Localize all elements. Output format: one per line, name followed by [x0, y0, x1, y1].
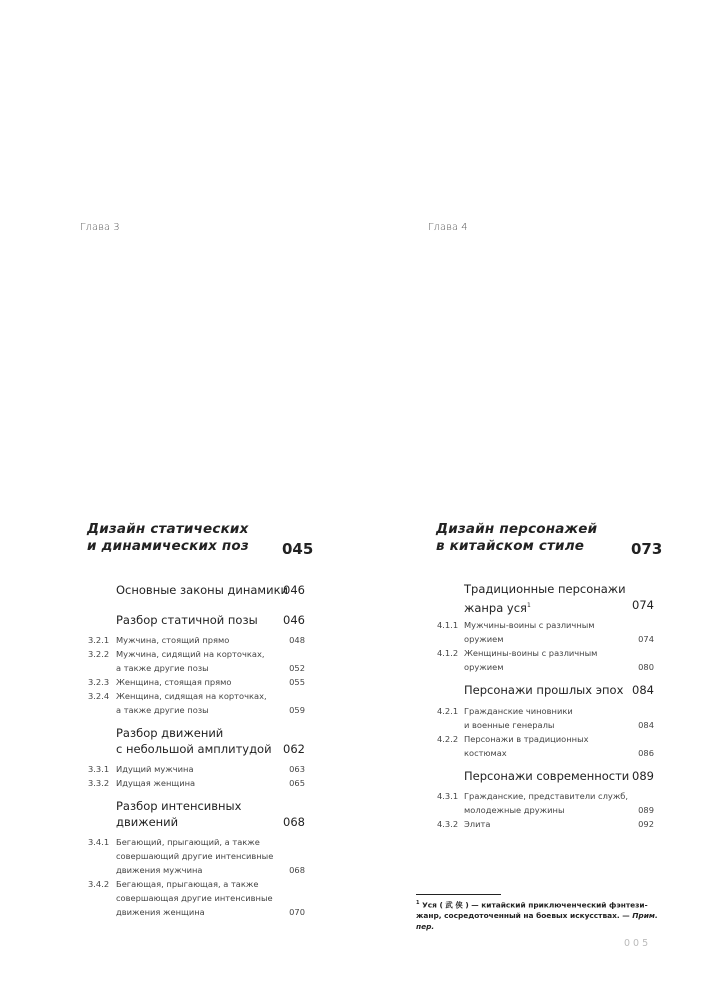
- toc-subsection-title: [116, 762, 194, 776]
- toc-subsection-title: [116, 675, 231, 689]
- toc-subsection-page: 048: [289, 635, 305, 645]
- toc-section-title-line: Разбор интенсивных: [116, 799, 242, 813]
- chapter-page: 045: [282, 540, 314, 558]
- toc-section-title-line: Персонажи прошлых эпох: [464, 683, 624, 697]
- toc-subsection-page: 080: [638, 662, 654, 672]
- toc-subsection-number: 4.3.2: [437, 819, 459, 829]
- toc-section-title: [116, 613, 258, 629]
- toc-subsection[interactable]: [88, 647, 305, 675]
- toc-subsection-number: 3.2.3: [88, 677, 110, 687]
- toc-subsection[interactable]: [88, 689, 305, 717]
- toc-subsection-page: 065: [289, 778, 305, 788]
- toc-subsection-title-line: а также другие позы: [116, 663, 209, 673]
- toc-section-page: 084: [632, 683, 654, 697]
- toc-subsection[interactable]: [88, 633, 305, 647]
- toc-section[interactable]: [464, 683, 654, 699]
- toc-subsection-title-line: Бегающий, прыгающий, а также: [116, 837, 260, 847]
- toc-subsection-title: [464, 817, 490, 831]
- toc-section-title: [116, 726, 272, 757]
- toc-subsection-title-line: Женщина, сидящая на корточках,: [116, 691, 267, 701]
- toc-section-title-line: Персонажи современности: [464, 768, 630, 783]
- toc-subsection-title: [464, 704, 573, 732]
- toc-subsection-page: 084: [638, 719, 654, 730]
- toc-subsection-number: 3.3.2: [88, 778, 110, 788]
- toc-subsection-title: [464, 789, 628, 817]
- footnote-suffix: Прим. пер.: [416, 911, 658, 932]
- toc-subsection-title: [116, 647, 265, 675]
- chapter-label: Глава 4: [428, 222, 468, 233]
- footnote-text: Уся ( 武 侠 ) — китайский приключенческий фэнтези-жанр, сосредоточенный на боевых искусствах. —: [416, 900, 648, 921]
- toc-subsection-title: [116, 877, 273, 919]
- chapter-title-line: и динамических поз: [87, 538, 249, 554]
- toc-section[interactable]: [464, 769, 654, 785]
- toc-subsection-number: 4.1.1: [437, 620, 459, 630]
- toc-subsection-title: [116, 689, 267, 717]
- toc-subsection[interactable]: [437, 817, 654, 831]
- toc-section-title-line: с небольшой амплитудой: [116, 741, 272, 756]
- toc-subsection-title-line: Мужчина, сидящий на корточках,: [116, 649, 265, 659]
- toc-section[interactable]: [116, 799, 305, 830]
- toc-section-title-line: движений: [116, 814, 179, 829]
- toc-section-title-line: Разбор статичной позы: [116, 612, 258, 627]
- footnote-ref[interactable]: 1: [526, 601, 531, 609]
- toc-section-title: [464, 769, 629, 785]
- footnote-mark: 1: [416, 900, 420, 906]
- toc-section-title-line: [464, 598, 626, 616]
- chapter-label: Глава 3: [80, 222, 120, 233]
- toc-subsection-page: 074: [638, 634, 654, 644]
- toc-section-title-line: Основные законы динамики: [116, 583, 288, 597]
- toc-subsection-title-line: а также другие позы: [116, 705, 209, 715]
- toc-subsection[interactable]: [437, 618, 654, 646]
- toc-subsection-title-line: Идущая женщина: [116, 778, 196, 788]
- toc-section-title-line: Традиционные персонажи: [464, 582, 626, 596]
- footnote-rule: [416, 894, 501, 895]
- toc-subsection-title-line: молодежные дружины: [464, 805, 565, 815]
- toc-section-page: 046: [283, 583, 305, 597]
- toc-subsection[interactable]: [88, 776, 305, 790]
- toc-section-title: [116, 799, 241, 830]
- toc-subsection-title-line: оружием: [464, 634, 504, 644]
- toc-subsection-number: 3.2.1: [88, 635, 110, 645]
- toc-subsection-title-line: костюмах: [464, 747, 507, 758]
- toc-subsection-title-line: движения мужчина: [116, 865, 203, 875]
- toc-section-page: 089: [632, 768, 654, 783]
- toc-subsection-title: [116, 633, 229, 647]
- toc-subsection-title-line: Мужчина, стоящий прямо: [116, 635, 230, 645]
- toc-subsection[interactable]: [88, 762, 305, 776]
- chapter-page: 073: [631, 540, 663, 558]
- toc-subsection-page: 086: [638, 747, 654, 758]
- toc-section[interactable]: [464, 582, 654, 613]
- toc-subsection-title-line: совершающий другие интенсивные: [116, 851, 274, 861]
- toc-section-title-text: жанра уся: [464, 600, 527, 615]
- toc-subsection[interactable]: [88, 675, 305, 689]
- toc-subsection-page: 070: [289, 907, 305, 917]
- toc-section-title: [116, 583, 288, 599]
- toc-subsection[interactable]: [437, 732, 654, 760]
- toc-subsection-number: 4.3.1: [437, 791, 459, 801]
- toc-section-page: 062: [283, 741, 305, 756]
- toc-subsection-title-line: Женщины-воины с различным: [464, 648, 598, 658]
- toc-subsection-number: 3.2.2: [88, 649, 110, 659]
- chapter-title-line: Дизайн статических: [87, 521, 249, 537]
- toc-subsection-page: 089: [638, 805, 654, 815]
- toc-subsection-title-line: движения женщина: [116, 907, 205, 917]
- toc-subsection-title-line: Мужчины-воины с различным: [464, 620, 595, 630]
- toc-subsection-page: 055: [289, 677, 305, 687]
- toc-subsection-title: [116, 776, 195, 790]
- toc-section-page: 074: [632, 597, 654, 612]
- toc-subsection[interactable]: [437, 646, 654, 674]
- toc-subsection-number: 4.2.2: [437, 733, 459, 744]
- toc-section[interactable]: [116, 613, 305, 629]
- toc-subsection-title-line: Гражданские, представители служб,: [464, 791, 629, 801]
- toc-subsection-page: 059: [289, 705, 305, 715]
- toc-section-page: 068: [283, 814, 305, 829]
- chapter-title-line: Дизайн персонажей: [436, 521, 598, 537]
- toc-subsection-title: [464, 618, 595, 646]
- toc-subsection-page: 068: [289, 865, 305, 875]
- toc-subsection[interactable]: [88, 835, 305, 877]
- toc-subsection-page: 063: [289, 764, 305, 774]
- toc-subsection-page: 052: [289, 663, 305, 673]
- toc-subsection-title-line: Гражданские чиновники: [464, 705, 573, 716]
- toc-subsection-title: [464, 646, 597, 674]
- toc-section-title-line: Разбор движений: [116, 726, 224, 740]
- chapter-title: [87, 521, 249, 555]
- toc-subsection-number: 3.3.1: [88, 764, 110, 774]
- toc-subsection-title: [116, 835, 273, 877]
- toc-section[interactable]: [116, 726, 305, 757]
- toc-subsection-title-line: и военные генералы: [464, 719, 555, 730]
- toc-subsection[interactable]: [437, 704, 654, 732]
- toc-subsection-title: [464, 732, 589, 760]
- toc-subsection-number: 4.2.1: [437, 705, 459, 716]
- toc-subsection[interactable]: [437, 789, 654, 817]
- toc-subsection-number: 3.4.1: [88, 837, 110, 847]
- toc-section-title: [464, 582, 626, 616]
- chapter-title-line: в китайском стиле: [436, 538, 585, 554]
- toc-subsection-title-line: Идущий мужчина: [116, 764, 194, 774]
- toc-subsection-title-line: оружием: [464, 662, 504, 672]
- toc-subsection-number: 3.4.2: [88, 879, 110, 889]
- toc-section[interactable]: [116, 583, 305, 599]
- toc-section-title: [464, 683, 623, 699]
- page-number: 005: [624, 938, 652, 949]
- toc-subsection-page: 092: [638, 819, 654, 829]
- toc-subsection-number: 4.1.2: [437, 648, 459, 658]
- toc-subsection-title-line: Персонажи в традиционных: [464, 733, 589, 744]
- footnote: [416, 898, 664, 932]
- toc-subsection-title-line: Элита: [464, 819, 491, 829]
- toc-subsection-title-line: совершающая другие интенсивные: [116, 893, 273, 903]
- toc-subsection-title-line: Женщина, стоящая прямо: [116, 677, 232, 687]
- toc-subsection-title-line: Бегающая, прыгающая, а также: [116, 879, 259, 889]
- toc-subsection-number: 3.2.4: [88, 691, 110, 701]
- toc-section-page: 046: [283, 612, 305, 627]
- chapter-title: [436, 521, 597, 555]
- toc-subsection[interactable]: [88, 877, 305, 919]
